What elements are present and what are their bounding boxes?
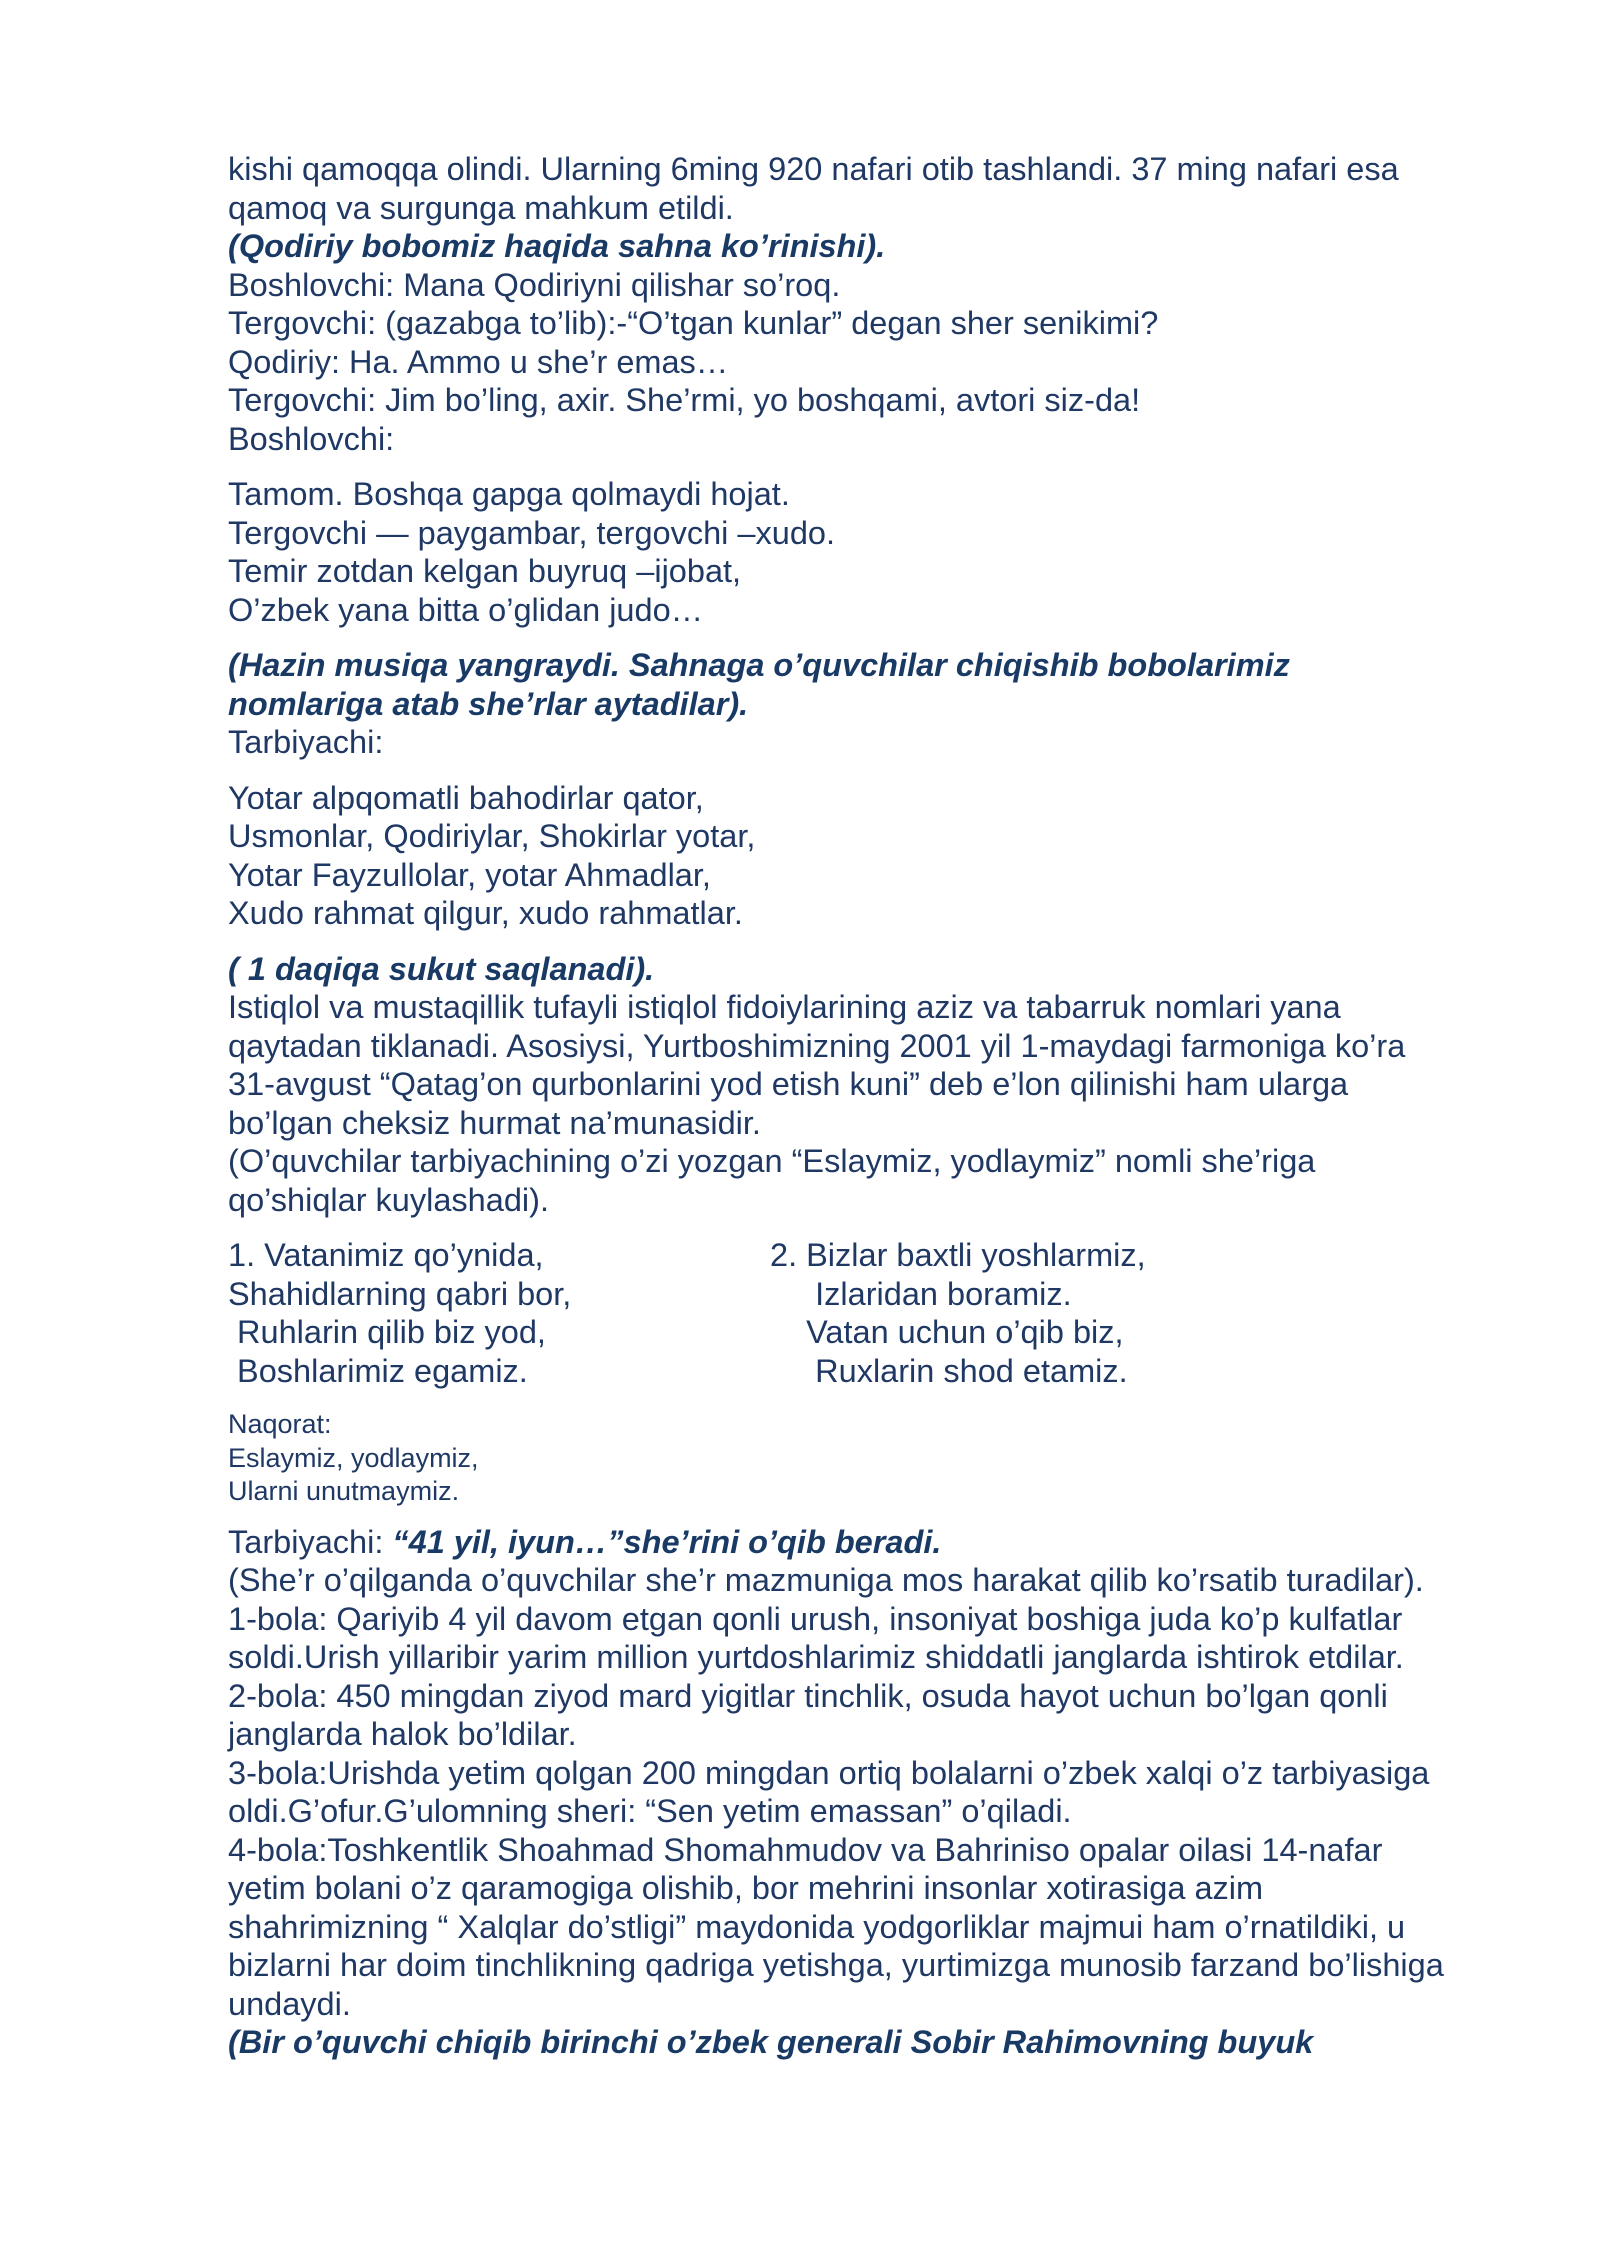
dialogue-line: Boshlovchi: Mana Qodiriyni qilishar so’roq. <box>228 266 841 303</box>
music-note <box>228 646 1508 723</box>
chorus-line: Ularni unutmaymiz. <box>228 1476 460 1506</box>
poem-intro-line <box>228 1523 1508 1562</box>
scene-note: (Qodiriy bobomiz haqida sahna ko’rinishi). <box>228 228 886 264</box>
text-line: bo’lgan cheksiz hurmat na’munasidir. <box>228 1104 761 1141</box>
poem-line: Usmonlar, Qodiriylar, Shokirlar yotar, <box>228 818 756 854</box>
poem-line: Xudo rahmat qilgur, xudo rahmatlar. <box>228 895 743 931</box>
document-page <box>228 150 1508 2062</box>
chorus-label: Naqorat: <box>228 1409 332 1439</box>
song-line: Ruxlarin shod etamiz. <box>770 1352 1128 1389</box>
song-line: Vatan uchun o’qib biz, <box>770 1314 1124 1350</box>
song-line: Boshlarimiz egamiz. <box>228 1352 528 1389</box>
text-line: janglarda halok bo’ldilar. <box>228 1716 577 1752</box>
spacer <box>228 1509 1508 1523</box>
text-line: qaytadan tiklanadi. Asosiysi, Yurtboshimizning 2001 yil 1-maydagi farmoniga ko’ra <box>228 1027 1406 1064</box>
intro-paragraph <box>228 150 1508 227</box>
closing-note: (Bir o’quvchi chiqib birinchi o’zbek generali Sobir Rahimovning buyuk <box>228 2024 1314 2060</box>
stage-direction-line: (Hazin musiqa yangraydi. Sahnaga o’quvchilar chiqishib bobolarimiz <box>228 647 1290 683</box>
poem-line: Tergovchi — paygambar, tergovchi –xudo. <box>228 514 835 551</box>
song-line: Shahidlarning qabri bor, <box>228 1275 572 1312</box>
song-line: Ruhlarin qilib biz yod, <box>228 1314 546 1350</box>
text-line: (She’r o’qilganda o’quvchilar she’r mazmuniga mos harakat qilib ko’rsatib turadilar). <box>228 1562 1424 1598</box>
poem-stanza-2 <box>228 779 1508 933</box>
song-verse-1 <box>228 1236 571 1390</box>
song-verse-2 <box>770 1236 1146 1390</box>
text-line: qamoq va surgunga mahkum etildi. <box>228 189 734 226</box>
poem-intro-title: “41 yil, iyun…”she’rini o’qib beradi. <box>392 1523 942 1560</box>
text-line: Istiqlol va mustaqillik tufayli istiqlol fidoiylarining aziz va tabarruk nomlari yana <box>228 989 1341 1025</box>
stage-direction-line: nomlariga atab she’rlar aytadilar). <box>228 685 749 722</box>
spacer <box>228 1219 1508 1236</box>
text-line: 3-bola:Urishda yetim qolgan 200 mingdan ortiq bolalarni o’zbek xalqi o’z tarbiyasiga <box>228 1754 1430 1791</box>
text-line: 2-bola: 450 mingdan ziyod mard yigitlar tinchlik, osuda hayot uchun bo’lgan qonli <box>228 1677 1388 1714</box>
dialogue-block <box>228 266 1508 459</box>
spacer <box>228 458 1508 475</box>
text-line: soldi.Urish yillaribir yarim million yurtdoshlarimiz shiddatli janglarda ishtirok etdilar. <box>228 1639 1404 1675</box>
chorus-block <box>228 1408 1508 1509</box>
poem-stanza-1 <box>228 475 1508 629</box>
poem-line: Tamom. Boshqa gapga qolmaydi hojat. <box>228 476 790 512</box>
song-line: Izlaridan boramiz. <box>770 1275 1072 1312</box>
paragraph-war <box>228 1561 1508 2023</box>
spacer <box>228 629 1508 646</box>
text-line: (O’quvchilar tarbiyachining o’zi yozgan “Eslaymiz, yodlaymiz” nomli she’riga <box>228 1143 1316 1179</box>
dialogue-line: Qodiriy: Ha. Ammo u she’r emas… <box>228 343 729 380</box>
spacer <box>228 762 1508 779</box>
tarbiyachi-label: Tarbiyachi: <box>228 724 384 760</box>
song-verses <box>228 1236 1508 1390</box>
spacer <box>228 1390 1508 1408</box>
text-line: undaydi. <box>228 1985 351 2022</box>
dialogue-line: Boshlovchi: <box>228 420 395 457</box>
spacer <box>228 933 1508 950</box>
dialogue-line: Tergovchi: (gazabga to’lib):-“O’tgan kunlar” degan sher senikimi? <box>228 305 1159 341</box>
poem-line: Temir zotdan kelgan buyruq –ijobat, <box>228 553 742 589</box>
poem-line: Yotar Fayzullolar, yotar Ahmadlar, <box>228 856 711 893</box>
text-line: kishi qamoqqa olindi. Ularning 6ming 920 nafari otib tashlandi. 37 ming nafari esa <box>228 151 1399 187</box>
text-line: oldi.G’ofur.G’ulomning sheri: “Sen yetim emassan” o’qiladi. <box>228 1793 1072 1829</box>
text-line: 31-avgust “Qatag’on qurbonlarini yod etish kuni” deb e’lon qilinishi ham ularga <box>228 1066 1349 1102</box>
song-line: 1. Vatanimiz qo’ynida, <box>228 1237 544 1273</box>
text-line: bizlarni har doim tinchlikning qadriga yetishga, yurtimizga munosib farzand bo’lishiga <box>228 1947 1444 1983</box>
text-line: qo’shiqlar kuylashadi). <box>228 1181 549 1218</box>
dialogue-line: Tergovchi: Jim bo’ling, axir. She’rmi, yo boshqami, avtori siz-da! <box>228 382 1141 418</box>
poem-line: O’zbek yana bitta o’glidan judo… <box>228 591 704 628</box>
chorus-line: Eslaymiz, yodlaymiz, <box>228 1442 479 1473</box>
paragraph-independence <box>228 988 1508 1219</box>
song-line: 2. Bizlar baxtli yoshlarmiz, <box>770 1237 1146 1273</box>
poem-line: Yotar alpqomatli bahodirlar qator, <box>228 779 704 816</box>
text-line: shahrimizning “ Xalqlar do’stligi” maydonida yodgorliklar majmui ham o’rnatildiki, u <box>228 1908 1406 1945</box>
silence-note: ( 1 daqiqa sukut saqlanadi). <box>228 950 655 987</box>
text-line: yetim bolani o’z qaramogiga olishib, bor mehrini insonlar xotirasiga azim <box>228 1870 1264 1906</box>
text-line: 4-bola:Toshkentlik Shoahmad Shomahmudov va Bahriniso opalar oilasi 14-nafar <box>228 1831 1383 1868</box>
poem-intro-label: Tarbiyachi: <box>228 1523 393 1560</box>
text-line: 1-bola: Qariyib 4 yil davom etgan qonli urush, insoniyat boshiga juda ko’p kulfatlar <box>228 1600 1403 1637</box>
